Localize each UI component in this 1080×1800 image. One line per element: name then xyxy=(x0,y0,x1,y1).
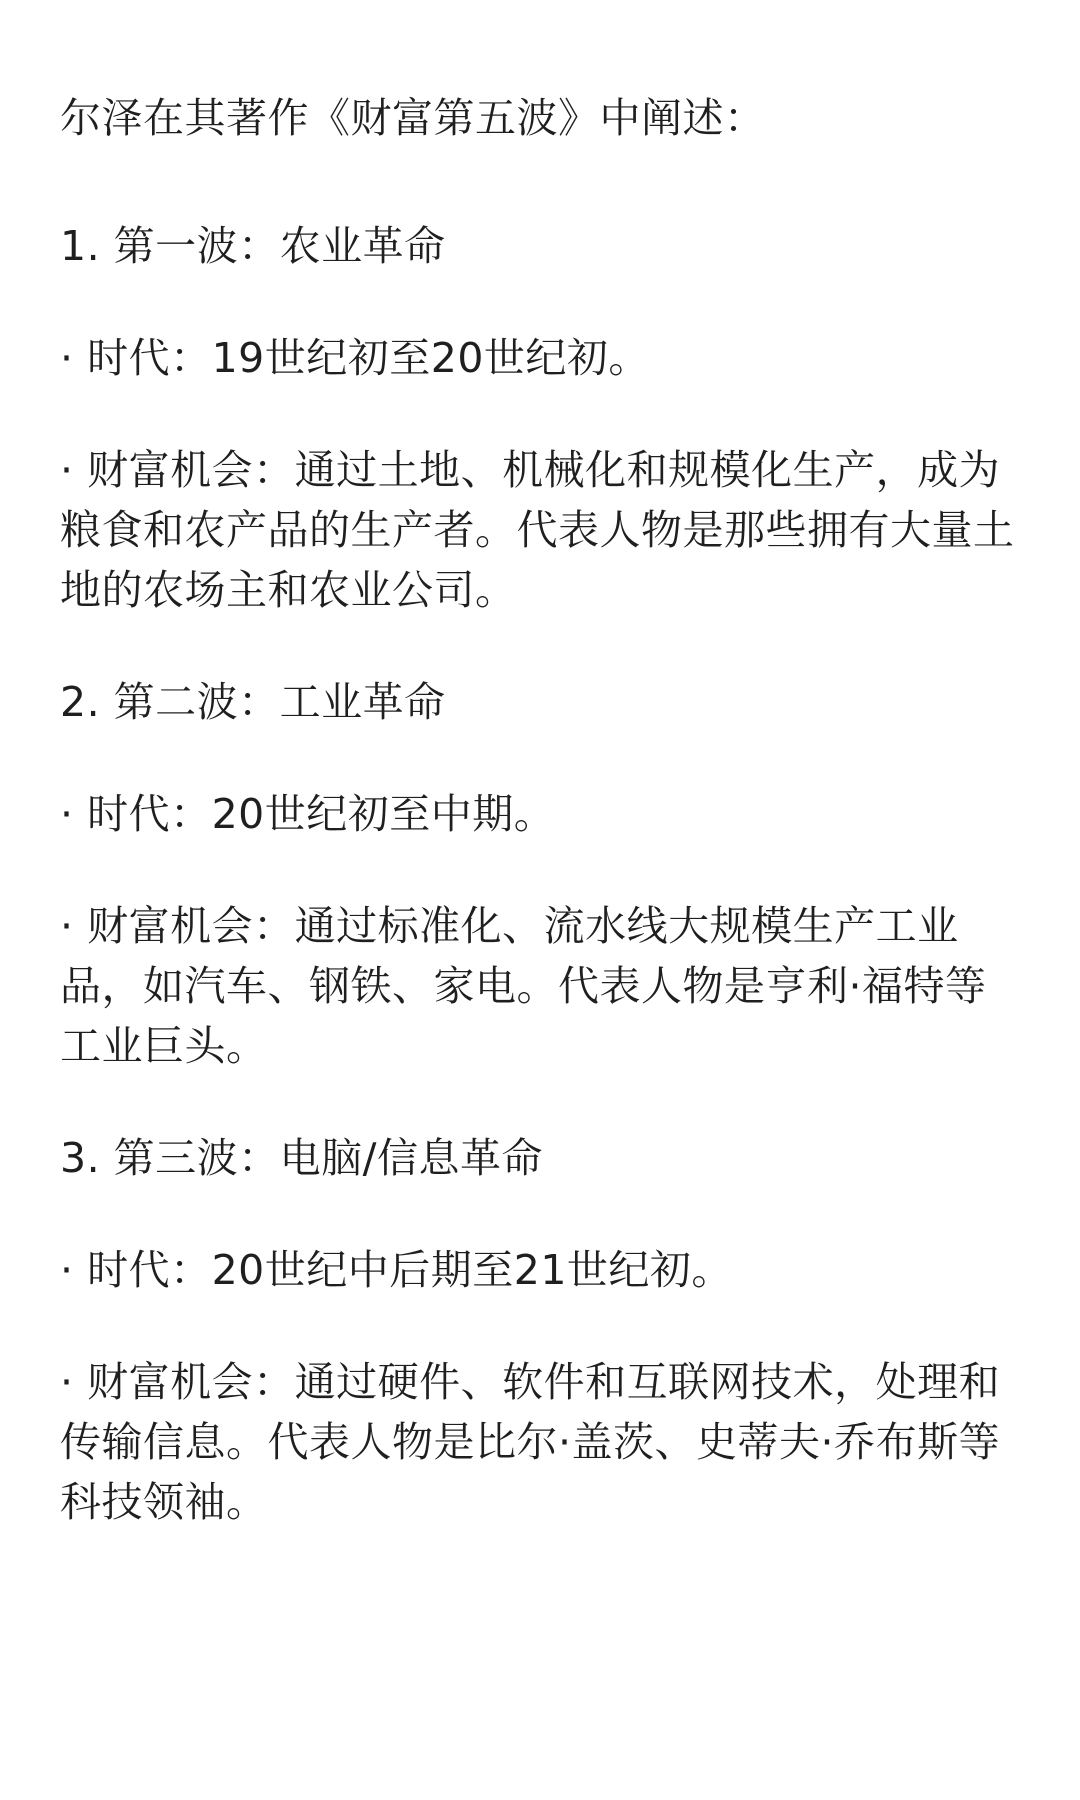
wave-opportunity: · 财富机会：通过标准化、流水线大规模生产工业品，如汽车、钢铁、家电。代表人物是亨利·福特等工业巨头。 xyxy=(60,902,987,1070)
wave-heading: 3. 第三波：电脑/信息革命 xyxy=(60,1134,543,1182)
wave-section-3 xyxy=(60,1128,1020,1532)
wave-opportunity: · 财富机会：通过土地、机械化和规模化生产，成为粮食和农产品的生产者。代表人物是那些拥有大量土地的农场主和农业公司。 xyxy=(60,446,1015,614)
wave-opportunity: · 财富机会：通过硬件、软件和互联网技术，处理和传输信息。代表人物是比尔·盖茨、史蒂夫·乔布斯等科技领袖。 xyxy=(60,1358,1001,1526)
wave-era: · 时代：19世纪初至20世纪初。 xyxy=(60,334,650,382)
intro-text: 尔泽在其著作《财富第五波》中阐述： xyxy=(60,94,766,142)
wave-heading: 1. 第一波：农业革命 xyxy=(60,222,446,270)
wave-era: · 时代：20世纪中后期至21世纪初。 xyxy=(60,1246,733,1294)
wave-heading: 2. 第二波：工业革命 xyxy=(60,678,446,726)
wave-section-1 xyxy=(60,216,1020,620)
wave-section-2 xyxy=(60,672,1020,1076)
wave-era: · 时代：20世纪初至中期。 xyxy=(60,790,556,838)
